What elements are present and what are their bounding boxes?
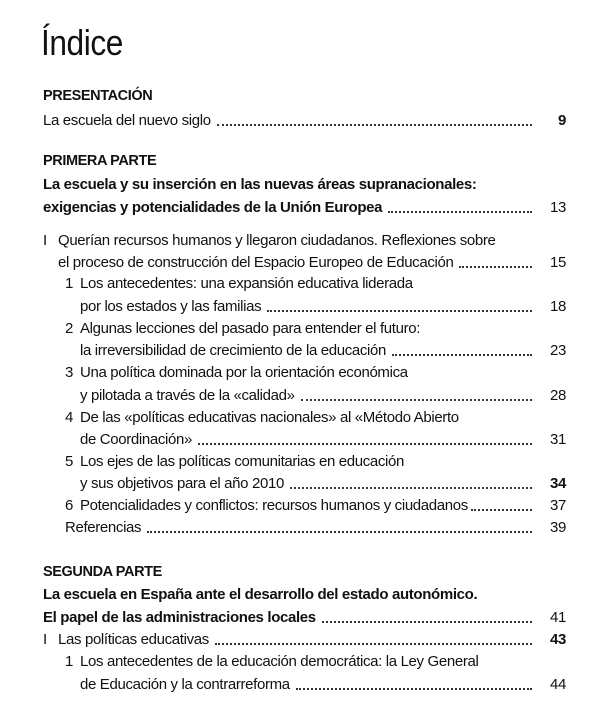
- entry-text: Los antecedentes de la educación democrática: la Ley General: [80, 653, 479, 670]
- dot-leader: [459, 266, 532, 268]
- toc-entry[interactable]: [80, 297, 566, 317]
- section-number: 1: [65, 275, 73, 292]
- section-number: 6: [65, 497, 73, 514]
- entry-text: Potencialidades y conflictos: recursos humanos y ciudadanos: [80, 497, 468, 514]
- section-number: 5: [65, 453, 73, 470]
- dot-leader: [290, 487, 532, 489]
- dot-leader: [147, 531, 532, 533]
- entry-text: de Educación y la contrarreforma: [80, 676, 290, 693]
- entry-text: Una política dominada por la orientación económica: [80, 364, 408, 381]
- section-number: 3: [65, 364, 73, 381]
- dot-leader: [392, 354, 532, 356]
- entry-text: El papel de las administraciones locales: [43, 609, 316, 626]
- section-number: 2: [65, 320, 73, 337]
- toc-entry[interactable]: [80, 341, 566, 361]
- part-subtitle-line: La escuela en España ante el desarrollo del estado autonómico.: [43, 586, 478, 603]
- page-title: Índice: [41, 22, 123, 63]
- entry-text: De las «políticas educativas nacionales» al «Método Abierto: [80, 409, 459, 426]
- entry-text: exigencias y potencialidades de la Unión Europea: [43, 199, 383, 216]
- toc-entry[interactable]: [80, 675, 566, 695]
- dot-leader: [296, 688, 532, 690]
- page-number: 44: [550, 676, 566, 693]
- page-number: 9: [558, 112, 566, 129]
- toc-entry[interactable]: [65, 518, 566, 538]
- section-number: 1: [65, 653, 73, 670]
- dot-leader: [388, 211, 532, 213]
- entry-text: el proceso de construcción del Espacio Europeo de Educación: [58, 254, 454, 271]
- toc-entry[interactable]: [43, 198, 566, 218]
- toc-entry[interactable]: [65, 496, 566, 516]
- section-line: [65, 363, 566, 383]
- toc-entry[interactable]: [80, 430, 566, 450]
- dot-leader: [301, 399, 532, 401]
- page-number: 43: [550, 631, 566, 648]
- entry-text: Querían recursos humanos y llegaron ciudadanos. Reflexiones sobre: [58, 232, 496, 249]
- page-number: 39: [550, 519, 566, 536]
- dot-leader: [217, 124, 532, 126]
- section-line: [65, 652, 566, 672]
- dot-leader: [322, 621, 532, 623]
- chapter-number: I: [43, 232, 47, 249]
- toc-entry[interactable]: [80, 474, 566, 494]
- toc-entry[interactable]: [43, 630, 566, 650]
- dot-leader: [215, 643, 532, 645]
- entry-text: y sus objetivos para el año 2010: [80, 475, 284, 492]
- section-line: [65, 452, 566, 472]
- section-line: [65, 408, 566, 428]
- section-line: [65, 319, 566, 339]
- section-heading-segunda-parte: SEGUNDA PARTE: [43, 564, 162, 580]
- entry-text: Algunas lecciones del pasado para entender el futuro:: [80, 320, 421, 337]
- page-number: 18: [550, 298, 566, 315]
- page-number: 23: [550, 342, 566, 359]
- page-number: 37: [550, 497, 566, 514]
- entry-text: Referencias: [65, 519, 142, 536]
- entry-text: y pilotada a través de la «calidad»: [80, 387, 295, 404]
- dot-leader: [471, 509, 532, 511]
- page-number: 15: [550, 254, 566, 271]
- chapter-line: [43, 231, 566, 251]
- page-number: 41: [550, 609, 566, 626]
- toc-entry[interactable]: [43, 111, 566, 131]
- entry-text: la irreversibilidad de crecimiento de la educación: [80, 342, 387, 359]
- toc-entry[interactable]: [80, 386, 566, 406]
- chapter-number: I: [43, 631, 47, 648]
- entry-text: por los estados y las familias: [80, 298, 262, 315]
- page-number: 28: [550, 387, 566, 404]
- toc-entry[interactable]: [58, 253, 566, 273]
- entry-text: de Coordinación»: [80, 431, 192, 448]
- page-number: 31: [550, 431, 566, 448]
- toc-entry[interactable]: [43, 608, 566, 628]
- dot-leader: [198, 443, 532, 445]
- section-heading-primera-parte: PRIMERA PARTE: [43, 153, 157, 169]
- part-subtitle-line: La escuela y su inserción en las nuevas áreas supranacionales:: [43, 176, 477, 193]
- entry-text: La escuela del nuevo siglo: [43, 112, 211, 129]
- section-line: [65, 274, 566, 294]
- page-number: 13: [550, 199, 566, 216]
- entry-text: Los ejes de las políticas comunitarias en educación: [80, 453, 405, 470]
- section-heading-presentacion: PRESENTACIÓN: [43, 88, 153, 104]
- entry-text: Los antecedentes: una expansión educativa liderada: [80, 275, 413, 292]
- dot-leader: [267, 310, 532, 312]
- section-number: 4: [65, 409, 73, 426]
- page-number: 34: [550, 475, 566, 492]
- entry-text: Las políticas educativas: [58, 631, 209, 648]
